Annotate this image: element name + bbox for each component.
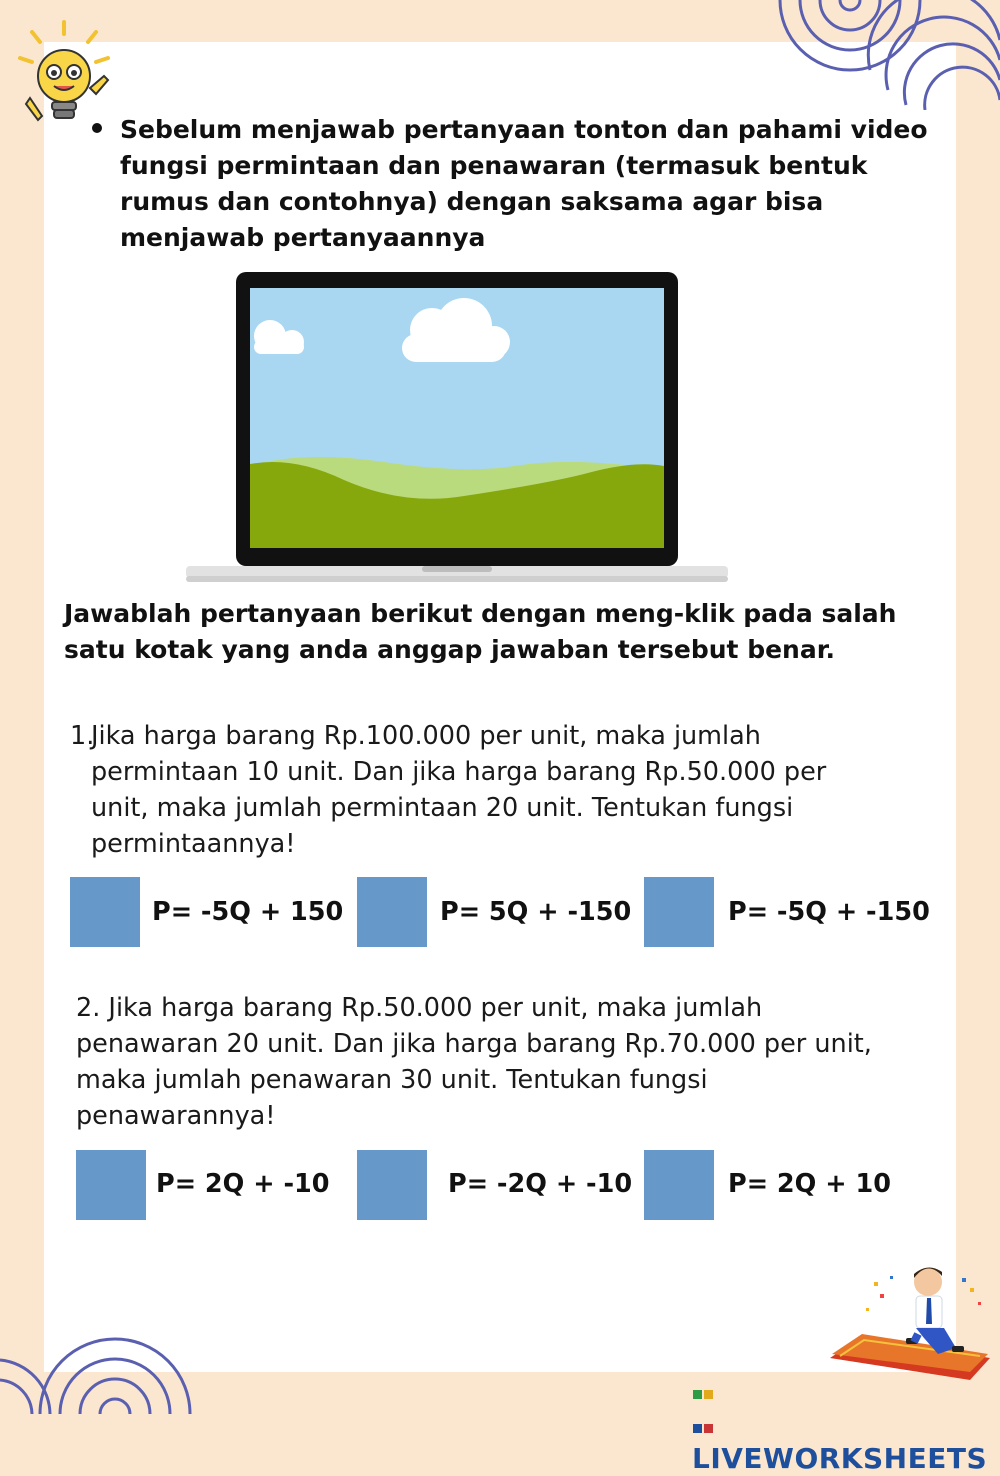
video-player[interactable]	[184, 270, 730, 586]
answer-box-q1-option-3[interactable]	[644, 877, 714, 947]
decorative-arcs-bottom-left	[0, 1300, 200, 1414]
answer-label-q2-option-3: P= 2Q + 10	[728, 1169, 891, 1199]
answer-label-q1-option-1: P= -5Q + 150	[152, 897, 344, 927]
bullet-point	[92, 123, 102, 133]
intro-text: Sebelum menjawab pertanyaan tonton dan pahami video fungsi permintaan dan penawaran (termasuk bentuk rumus dan contohnya) dengan saksama agar bisa menjawab pertanyaannya	[120, 115, 928, 252]
liveworksheets-logo-icon	[692, 1374, 714, 1442]
instruction-text: Jawablah pertanyaan berikut dengan meng-klik pada salah satu kotak yang anda anggap jawaban tersebut benar.	[64, 599, 897, 664]
answer-label-q2-option-2: P= -2Q + -10	[448, 1169, 633, 1199]
question-number: 1.	[70, 721, 95, 751]
answer-label-q2-option-1: P= 2Q + -10	[156, 1169, 330, 1199]
brand-name: LIVEWORKSHEETS	[692, 1442, 988, 1475]
decorative-arcs-top-right	[760, 0, 1000, 110]
question-text: Jika harga barang Rp.100.000 per unit, maka jumlah permintaan 10 unit. Dan jika harga barang Rp.50.000 per unit, maka jumlah permintaan 20 unit. Tentukan fungsi permintaannya!	[91, 721, 827, 859]
answer-box-q1-option-1[interactable]	[70, 877, 140, 947]
answer-box-q2-option-3[interactable]	[644, 1150, 714, 1220]
answer-box-q1-option-2[interactable]	[357, 877, 427, 947]
student-on-carpet-illustration	[820, 1258, 1000, 1388]
answer-label-q1-option-2: P= 5Q + -150	[440, 897, 632, 927]
answer-box-q2-option-2[interactable]	[357, 1150, 427, 1220]
answer-label-q1-option-3: P= -5Q + -150	[728, 897, 930, 927]
answer-box-q2-option-1[interactable]	[76, 1150, 146, 1220]
liveworksheets-logo	[692, 1374, 1000, 1475]
lightbulb-mascot-icon	[12, 18, 120, 130]
question-2: 2. Jika harga barang Rp.50.000 per unit, maka jumlah penawaran 20 unit. Dan jika harga barang Rp.70.000 per unit, maka jumlah penawaran 30 unit. Tentukan fungsi penawarannya!	[76, 993, 872, 1131]
